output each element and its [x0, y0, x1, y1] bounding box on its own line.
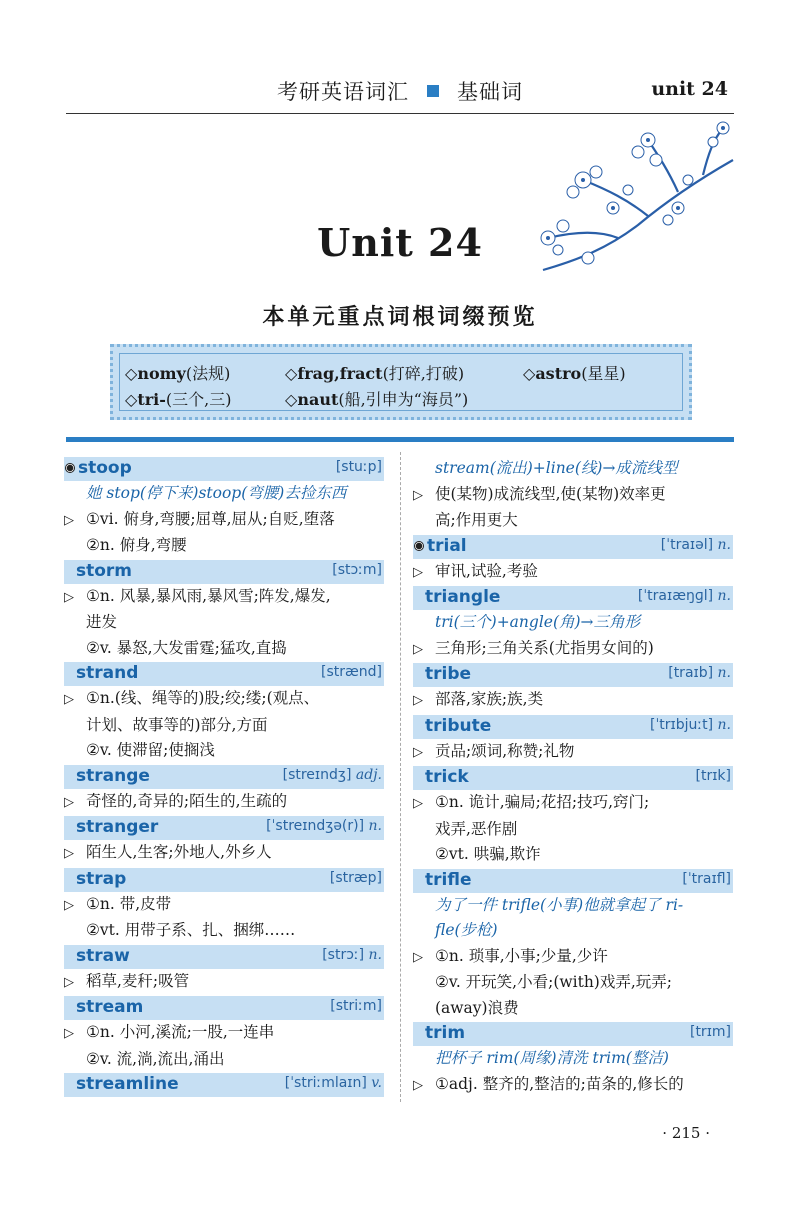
entry-headword-bar [64, 765, 384, 789]
section-divider-bar [66, 437, 734, 442]
mnemonic-line: 把杯子 rim(周缘)清洗 trim(整洁) [435, 1049, 669, 1067]
definition-line: ▷ ①n. 小河,溪流;一股,一连串 [64, 1020, 384, 1047]
definition-line: ②vt. 哄骗,欺诈 [435, 845, 541, 863]
root-item: ◇frag,fract(打碎,打破) [285, 364, 465, 383]
definition-line: ▷ ①n. 诡计,骗局;花招;技巧,窍门; [413, 790, 733, 817]
definition-line: ▷ 奇怪的,奇异的;陌生的,生疏的 [64, 789, 384, 816]
roots-preview-box [110, 344, 692, 420]
definition-line: 计划、故事等的)部分,方面 [86, 715, 268, 734]
left-column [64, 456, 384, 1097]
definition-line: ②v. 暴怒,大发雷霆;猛攻,直捣 [86, 638, 287, 657]
mnemonic-line: tri(三个)+angle(角)→三角形 [435, 613, 641, 631]
triangle-bullet-icon: ▷ [64, 974, 74, 990]
part-of-speech: adj. [355, 766, 382, 783]
phonetic: [ˈstreɪndʒə(r)] n. [266, 818, 382, 834]
entry-headword-bar [64, 457, 384, 481]
phonetic: [ˈtraɪəl] n. [660, 536, 731, 553]
column-divider [400, 452, 401, 1102]
entry-headword-bar [64, 868, 384, 892]
entry-headword-bar [413, 1022, 733, 1046]
definition-line: 进发 [86, 613, 118, 631]
definition-line: ②v. 使滞留;使搁浅 [86, 741, 215, 759]
headword: trim [425, 1023, 466, 1043]
triangle-bullet-icon: ▷ [413, 1077, 423, 1093]
root-item: ◇astro(星星) [523, 364, 626, 383]
entry-headword-bar [64, 945, 384, 969]
entry-headword-bar [64, 996, 384, 1020]
part-of-speech: n. [717, 716, 731, 733]
root-item: ◇tri-(三个,三) [125, 390, 232, 409]
definition-line: ▷ ①n. 风暴,暴风雨,暴风雪;阵发,爆发, [64, 584, 384, 611]
definition-line: ▷ 审讯,试验,考验 [413, 559, 733, 586]
header-rule [66, 113, 734, 114]
triangle-bullet-icon: ▷ [64, 897, 74, 913]
preview-title: 本单元重点词根词缀预览 [262, 304, 538, 330]
header-section: 基础词 [457, 80, 523, 104]
phonetic: [ˈtraɪæŋɡl] n. [637, 588, 731, 604]
key-word-dot-icon [65, 463, 75, 473]
triangle-bullet-icon: ▷ [64, 589, 74, 605]
entry-headword-bar [64, 662, 384, 686]
phonetic: [ˈtrɪbjuːt] n. [650, 716, 731, 733]
phonetic: [trɪm] [689, 1024, 731, 1040]
phonetic: [streɪndʒ] adj. [282, 766, 382, 783]
mnemonic-line: fle(步枪) [435, 921, 498, 939]
mnemonic-line: stream(流出)+line(线)→成流线型 [435, 459, 678, 477]
headword: tribe [425, 664, 472, 684]
triangle-bullet-icon: ▷ [64, 846, 74, 861]
headword: trifle [425, 869, 472, 890]
definition-line: (away)浪费 [435, 998, 519, 1017]
definition-line: ▷ ①n. 琐事,小事;少量,少许 [413, 944, 733, 971]
entry-headword-bar [413, 715, 733, 739]
headword: strap [76, 868, 127, 889]
headword: strange [76, 765, 150, 786]
part-of-speech: n. [368, 946, 382, 963]
page-header [0, 0, 800, 120]
definition-line: ▷ ①n. 带,皮带 [64, 892, 384, 919]
phonetic: [traɪb] n. [668, 665, 731, 681]
triangle-bullet-icon: ▷ [64, 692, 74, 707]
triangle-bullet-icon: ▷ [413, 744, 423, 760]
triangle-bullet-icon: ▷ [413, 641, 423, 657]
mnemonic-line: 为了一件 trifle(小事)他就拿起了 ri- [435, 895, 684, 914]
headword: trial [427, 535, 467, 556]
headword: stoop [78, 458, 132, 478]
headword: strand [76, 663, 139, 683]
unit-title: Unit 24 [317, 220, 483, 265]
entry-headword-bar [413, 663, 733, 687]
part-of-speech: n. [717, 588, 731, 604]
headword: stranger [76, 817, 159, 837]
definition-line: ②n. 俯身,弯腰 [86, 536, 187, 554]
key-word-dot-icon [414, 541, 424, 551]
triangle-bullet-icon: ▷ [64, 512, 74, 528]
definition-line: ②v. 流,淌,流出,涌出 [86, 1049, 225, 1068]
definition-line: ▷ 稻草,麦秆;吸管 [64, 969, 384, 996]
phonetic: [stuːp] [335, 459, 382, 475]
entry-headword-bar [413, 586, 733, 610]
phonetic: [striːm] [330, 998, 382, 1014]
phonetic: [trɪk] [695, 768, 731, 784]
entry-headword-bar [64, 816, 384, 840]
definition-line: ▷ 贡品;颂词,称赞;礼物 [413, 739, 733, 766]
definition-line: ▷ 使(某物)成流线型,使(某物)效率更 [413, 482, 733, 509]
triangle-bullet-icon: ▷ [413, 487, 423, 503]
page-number: · 215 · [662, 1124, 710, 1142]
part-of-speech: n. [717, 665, 731, 681]
headword: tribute [425, 715, 492, 736]
definition-line: ▷ 三角形;三角关系(尤指男女间的) [413, 636, 733, 663]
headword: straw [76, 945, 130, 966]
headword: stream [76, 997, 144, 1017]
phonetic: [strænd] [321, 664, 382, 680]
square-bullet-icon [427, 85, 439, 97]
definition-line: ②vt. 用带子系、扎、捆绑…… [86, 921, 296, 939]
part-of-speech: v. [371, 1075, 382, 1091]
headword: triangle [425, 587, 501, 607]
phonetic: [stræp] [329, 869, 382, 886]
phonetic: [ˈtraɪfl] [682, 870, 731, 887]
headword: streamline [76, 1074, 179, 1094]
definition-line: ▷ ①vi. 俯身,弯腰;屈尊,屈从;自贬,堕落 [64, 507, 384, 534]
phonetic: [stɔːm] [332, 561, 382, 578]
entry-headword-bar [413, 869, 733, 893]
header-book: 考研英语词汇 [277, 80, 409, 104]
header-unit: unit 24 [651, 78, 728, 100]
entry-headword-bar [64, 1073, 384, 1097]
right-column [413, 456, 733, 1098]
phonetic: [ˈstriːmlaɪn] v. [284, 1075, 382, 1091]
definition-line: ▷ 部落,家族;族,类 [413, 687, 733, 714]
headword: storm [76, 560, 133, 581]
triangle-bullet-icon: ▷ [413, 796, 423, 811]
entry-headword-bar [413, 535, 733, 559]
definition-line: 戏弄,恶作剧 [435, 819, 518, 838]
headword: trick [425, 767, 469, 787]
mnemonic-line: 她 stop(停下来)stoop(弯腰)去捡东西 [86, 484, 347, 502]
phonetic: [strɔː] n. [322, 946, 382, 963]
entry-headword-bar [413, 766, 733, 790]
entry-headword-bar [64, 560, 384, 584]
triangle-bullet-icon: ▷ [64, 794, 74, 810]
triangle-bullet-icon: ▷ [64, 1026, 74, 1041]
definition-line: ②v. 开玩笑,小看;(with)戏弄,玩弄; [435, 973, 672, 991]
triangle-bullet-icon: ▷ [413, 949, 423, 965]
definition-line: 高;作用更大 [435, 511, 518, 529]
root-item: ◇nomy(法规) [125, 364, 231, 383]
part-of-speech: n. [717, 536, 731, 553]
triangle-bullet-icon: ▷ [413, 693, 423, 708]
definition-line: ▷ 陌生人,生客;外地人,外乡人 [64, 840, 384, 867]
definition-line: ▷ ①adj. 整齐的,整洁的;苗条的,修长的 [413, 1072, 733, 1099]
triangle-bullet-icon: ▷ [413, 564, 423, 580]
part-of-speech: n. [368, 818, 382, 834]
definition-line: ▷ ①n.(线、绳等的)股;绞;缕;(观点、 [64, 686, 384, 713]
root-item: ◇naut(船,引申为“海员”) [285, 390, 469, 409]
